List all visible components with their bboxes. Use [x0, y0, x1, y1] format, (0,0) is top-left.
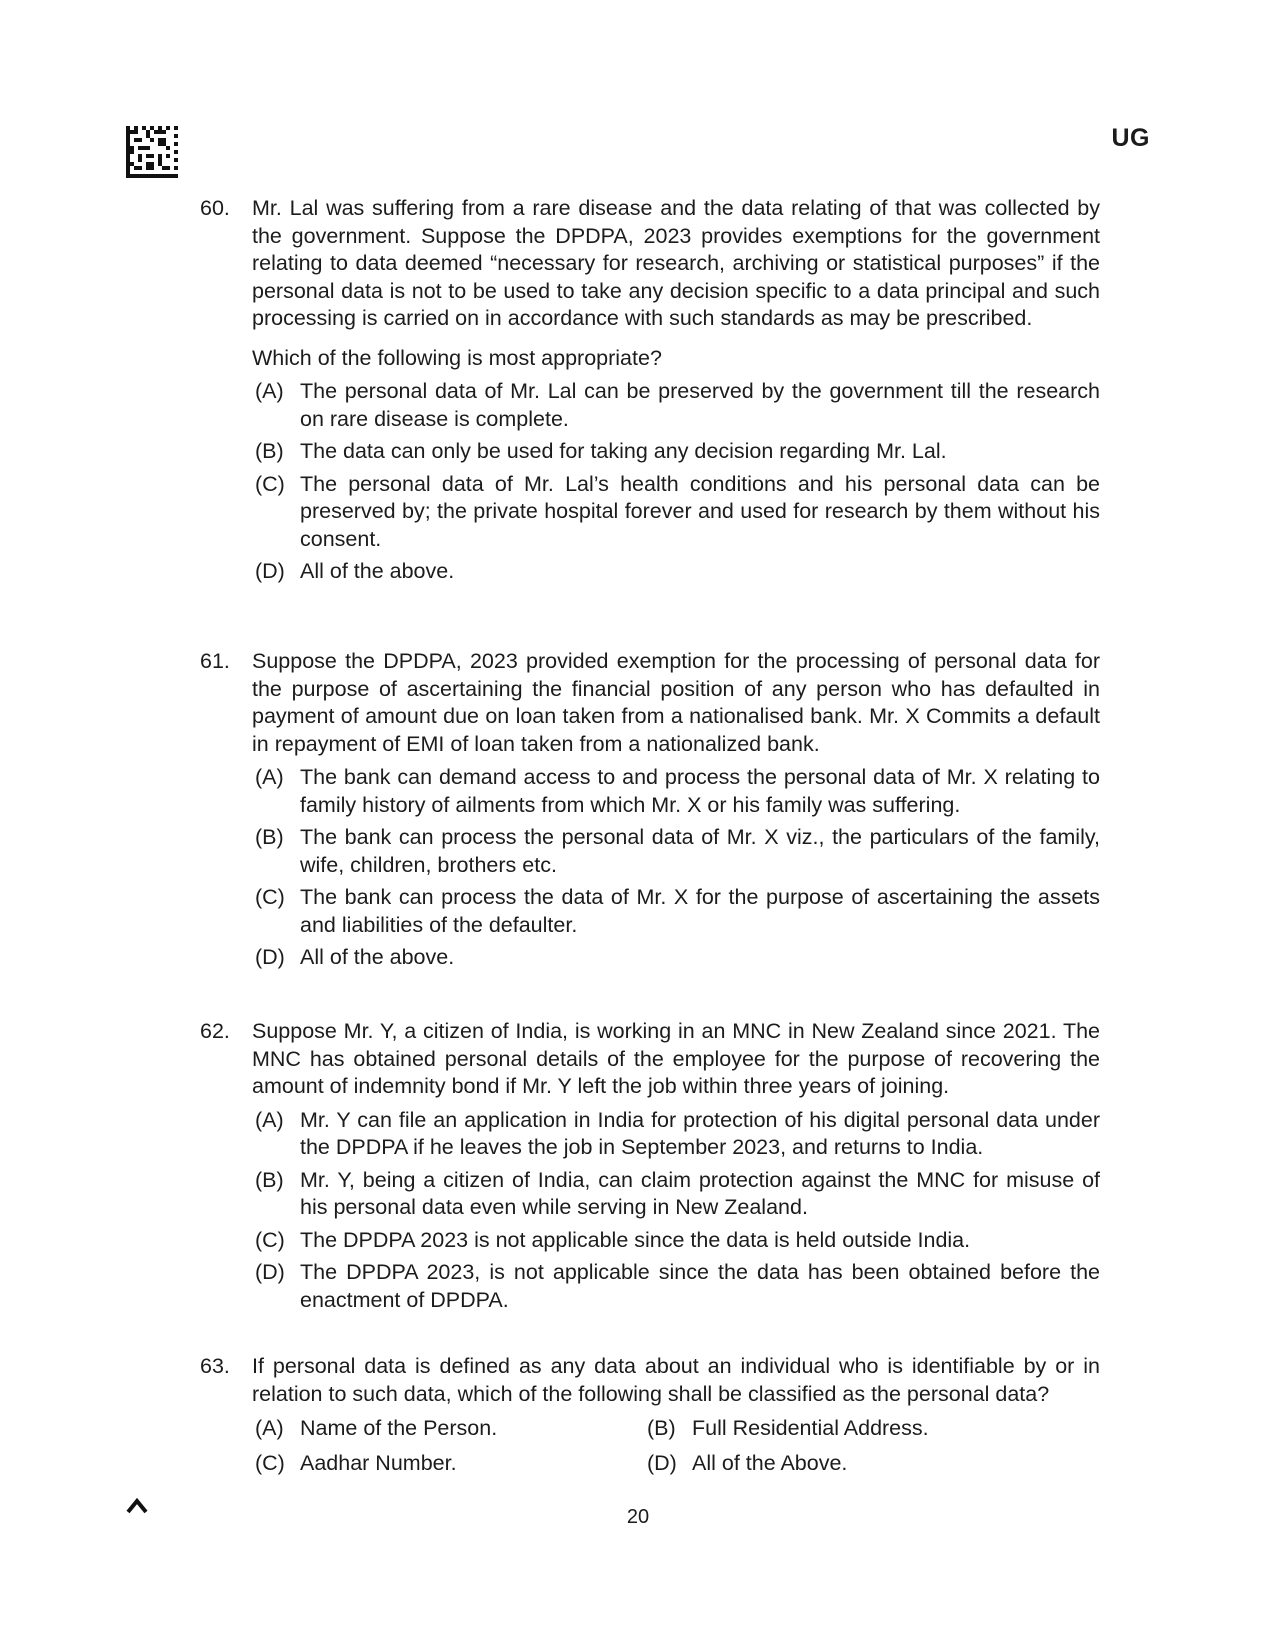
- question-60: [200, 195, 1100, 591]
- question-text: If personal data is defined as any data about an individual who is identifiable by or in relation to such data, which of the following shall be classified as the personal data?: [252, 1354, 1100, 1406]
- option-label: (B): [647, 1416, 676, 1440]
- option-text: The bank can demand access to and process the personal data of Mr. X relating to family history of ailments from which Mr. X or his family was suffering.: [300, 765, 1100, 817]
- option-c: [252, 1227, 1100, 1255]
- option-label: (C): [255, 471, 285, 496]
- question-63: [200, 1353, 1100, 1487]
- paper-code: UG: [1111, 124, 1150, 152]
- option-label: (B): [255, 825, 284, 849]
- option-label: (B): [255, 1167, 284, 1192]
- option-label: (C): [255, 885, 285, 909]
- option-text: The data can only be used for taking any decision regarding Mr. Lal.: [300, 439, 947, 463]
- option-text: Aadhar Number.: [300, 1451, 457, 1475]
- option-b: [252, 1167, 1100, 1222]
- option-label: (A): [255, 1416, 284, 1440]
- option-text: Full Residential Address.: [692, 1416, 929, 1440]
- question-62: [200, 1018, 1100, 1319]
- option-text: The bank can process the personal data of Mr. X viz., the particulars of the family, wife, children, brothers etc.: [300, 825, 1100, 877]
- option-text: All of the above.: [300, 945, 455, 969]
- question-text: Mr. Lal was suffering from a rare disease and the data relating of that was collected by the government. Suppose the DPDPA, 2023 provides exemptions for the government relating to data deemed “necessary for research, archiving or statistical purposes” if the personal data is not to be used to take any decision specific to a data principal and such processing is carried on in accordance with such standards as may be prescribed.: [252, 196, 1100, 330]
- option-b: [252, 438, 1100, 466]
- option-text: All of the above.: [300, 559, 455, 583]
- options-list: [252, 764, 1100, 972]
- options-grid: [252, 1415, 1100, 1487]
- option-d: [252, 558, 1100, 586]
- option-label: (D): [255, 559, 285, 583]
- question-number: 62.: [200, 1019, 230, 1043]
- question-number: 61.: [200, 649, 230, 673]
- option-label: (A): [255, 765, 284, 789]
- page-number: 20: [626, 1506, 650, 1528]
- option-text: Mr. Y can file an application in India for protection of his digital personal data under the DPDPA if he leaves the job in September 2023, and returns to India.: [300, 1107, 1100, 1159]
- option-d: [252, 944, 1100, 972]
- option-label: (B): [255, 439, 284, 463]
- question-number: 60.: [200, 196, 230, 220]
- question-text: Suppose Mr. Y, a citizen of India, is working in an MNC in New Zealand since 2021. The MNC has obtained personal details of the employee for the purpose of recovering the amount of indemnity bond if Mr. Y left the job within three years of joining.: [252, 1019, 1100, 1098]
- option-label: (C): [255, 1227, 285, 1252]
- question-number: 63.: [200, 1354, 230, 1378]
- option-d: [252, 1259, 1100, 1314]
- question-prompt: Which of the following is most appropriate?: [252, 345, 662, 370]
- option-b: [252, 824, 1100, 879]
- options-list: [252, 378, 1100, 586]
- option-text: The bank can process the data of Mr. X for the purpose of ascertaining the assets and liabilities of the defaulter.: [300, 885, 1100, 937]
- option-label: (D): [255, 945, 285, 969]
- option-text: Mr. Y, being a citizen of India, can claim protection against the MNC for misuse of his personal data even while serving in New Zealand.: [300, 1167, 1100, 1219]
- option-d: [644, 1450, 847, 1478]
- option-text: The DPDPA 2023, is not applicable since the data has been obtained before the enactment of DPDPA.: [300, 1260, 1100, 1312]
- option-text: All of the Above.: [692, 1451, 848, 1475]
- option-a: [252, 1107, 1100, 1162]
- option-text: Name of the Person.: [300, 1416, 498, 1440]
- option-label: (A): [255, 1107, 284, 1132]
- options-list: [252, 1107, 1100, 1315]
- option-c: [252, 1450, 457, 1478]
- option-label: (C): [255, 1451, 285, 1475]
- option-label: (D): [255, 1260, 285, 1284]
- option-a: [252, 764, 1100, 819]
- option-c: [252, 884, 1100, 939]
- option-label: (D): [647, 1451, 677, 1475]
- option-label: (A): [255, 379, 284, 403]
- option-a: [252, 1415, 497, 1443]
- option-c: [252, 471, 1100, 554]
- chevron-up-icon: [126, 1498, 148, 1514]
- question-text: Suppose the DPDPA, 2023 provided exemption for the processing of personal data for the purpose of ascertaining the financial position of any person who has defaulted in payment of amount due on loan taken from a nationalised bank. Mr. X Commits a default in repayment of EMI of loan taken from a nationalized bank.: [252, 649, 1100, 756]
- datamatrix-barcode-icon: [126, 126, 178, 178]
- question-61: [200, 648, 1100, 977]
- option-a: [252, 378, 1100, 433]
- option-text: The personal data of Mr. Lal can be preserved by the government till the research on rare disease is complete.: [300, 379, 1100, 431]
- option-b: [644, 1415, 929, 1443]
- option-text: The DPDPA 2023 is not applicable since the data is held outside India.: [300, 1227, 971, 1252]
- option-text: The personal data of Mr. Lal’s health conditions and his personal data can be preserved by; the private hospital forever and used for research by them without his consent.: [300, 471, 1100, 551]
